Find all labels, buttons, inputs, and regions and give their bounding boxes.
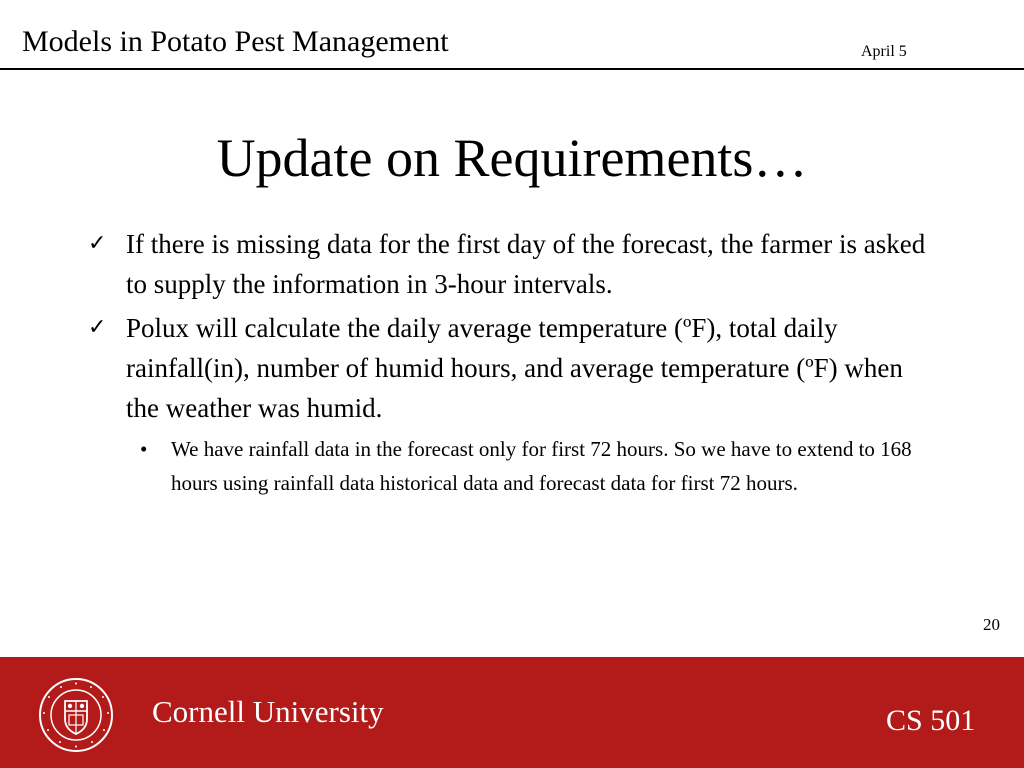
check-icon: ✓ [88,231,107,256]
university-wordmark: Cornell University [152,694,384,729]
bullet-dot-icon: • [140,437,148,461]
header-title: Models in Potato Pest Management [22,25,449,58]
slide-title: Update on Requirements… [216,128,808,188]
bullet-text: If there is missing data for the first day of the forecast, the farmer is asked to supply the information in 3-hour intervals. [126,229,926,299]
page-number: 20 [983,615,1000,634]
cornell-seal-icon [38,677,114,753]
slide-content [88,224,938,500]
header-divider [0,68,1024,70]
course-label: CS 501 [886,704,976,737]
sub-bullet-item [88,432,938,500]
header-date: April 5 [861,43,907,60]
bullet-item [88,308,938,428]
bullet-item [88,224,938,304]
sub-bullet-text: We have rainfall data in the forecast only for first 72 hours. So we have to extend to 168 hours using rainfall data historical data and forecast data for first 72 hours. [171,437,912,495]
bullet-text: Polux will calculate the daily average temperature (ºF), total daily rainfall(in), number of humid hours, and average temperature (ºF) when the weather was humid. [126,313,903,423]
check-icon: ✓ [88,315,107,340]
footer-banner [0,657,1024,768]
